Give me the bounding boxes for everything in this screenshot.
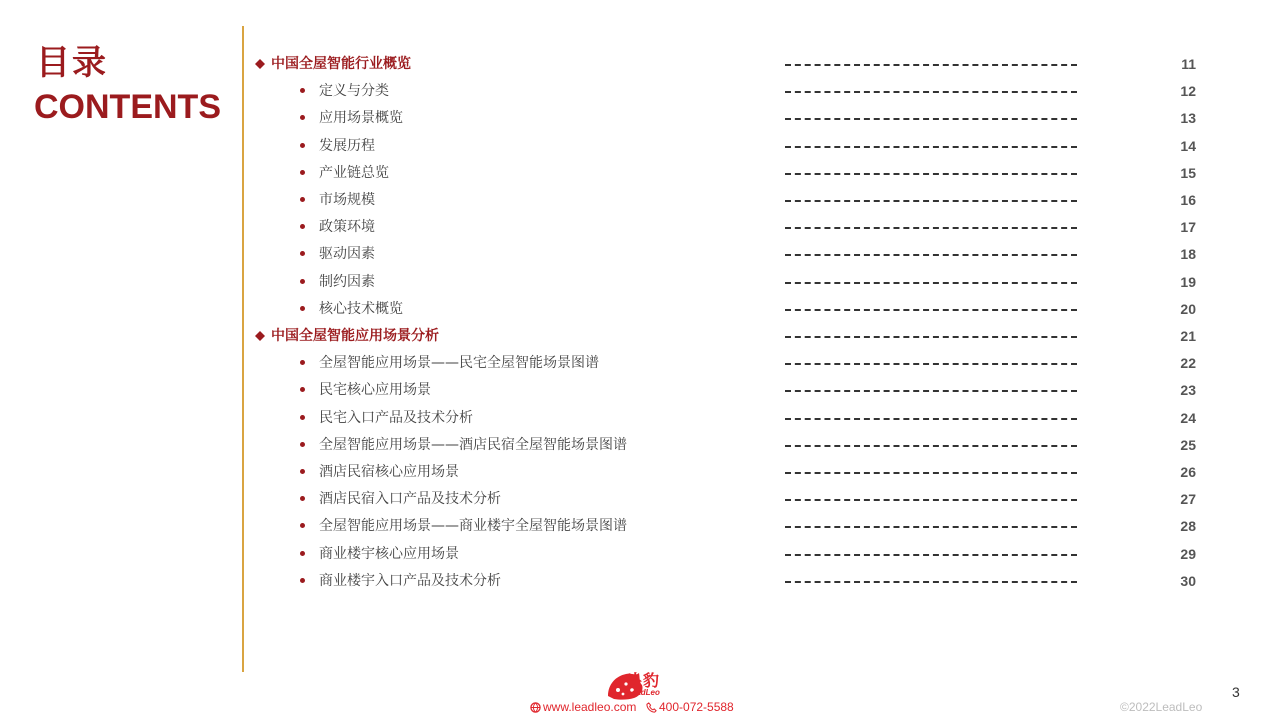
bullet-dot-icon (300, 170, 305, 175)
toc-section-row[interactable] (0, 326, 1280, 353)
toc-page-number: 27 (1180, 491, 1196, 508)
bullet-dot-icon (300, 306, 305, 311)
toc-section-row[interactable] (0, 54, 1280, 81)
bullet-dot-icon (300, 523, 305, 528)
bullet-dot-icon (300, 415, 305, 420)
toc-page-number: 17 (1180, 219, 1196, 236)
toc-section-title: 中国全屋智能行业概览 (271, 56, 411, 72)
dotted-leader (785, 336, 1077, 338)
toc-item-row[interactable] (0, 190, 1280, 217)
toc-page-number: 13 (1180, 110, 1196, 127)
dotted-leader (785, 282, 1077, 284)
toc-item-label: 民宅入口产品及技术分析 (319, 409, 473, 426)
dotted-leader (785, 499, 1077, 501)
toc-item-row[interactable] (0, 353, 1280, 380)
toc-item-label: 产业链总览 (319, 164, 389, 181)
toc-item-row[interactable] (0, 272, 1280, 299)
bullet-dot-icon (300, 469, 305, 474)
dotted-leader (785, 91, 1077, 93)
toc-page-number: 22 (1180, 355, 1196, 372)
toc-page-number: 23 (1180, 382, 1196, 399)
dotted-leader (785, 309, 1077, 311)
toc-section-title: 中国全屋智能应用场景分析 (271, 328, 439, 344)
diamond-bullet-icon (255, 331, 265, 341)
dotted-leader (785, 146, 1077, 148)
toc-page-number: 14 (1180, 137, 1196, 154)
dotted-leader (785, 472, 1077, 474)
bullet-dot-icon (300, 551, 305, 556)
toc-item-row[interactable] (0, 435, 1280, 462)
dotted-leader (785, 390, 1077, 392)
toc-page-number: 11 (1181, 56, 1196, 72)
toc-item-label: 核心技术概览 (319, 300, 403, 317)
toc-item-label: 商业楼宇核心应用场景 (319, 545, 459, 562)
toc-page-number: 25 (1180, 436, 1196, 453)
copyright-text: ©2022LeadLeo (1120, 700, 1203, 714)
dotted-leader (785, 418, 1077, 420)
page-title-chinese: 目录 (36, 43, 108, 83)
dotted-leader (785, 445, 1077, 447)
toc-page-number: 21 (1180, 328, 1196, 344)
globe-icon (530, 702, 541, 713)
toc-item-label: 制约因素 (319, 273, 375, 290)
toc-item-row[interactable] (0, 136, 1280, 163)
bullet-dot-icon (300, 387, 305, 392)
toc-item-row[interactable] (0, 462, 1280, 489)
toc-item-label: 市场规模 (319, 192, 375, 208)
toc-item-label: 商业楼宇入口产品及技术分析 (319, 572, 501, 589)
toc-page-number: 29 (1180, 545, 1196, 562)
toc-page-number: 28 (1180, 518, 1196, 535)
bullet-dot-icon (300, 251, 305, 256)
dotted-leader (785, 581, 1077, 583)
bullet-dot-icon (300, 143, 305, 148)
toc-page-number: 30 (1180, 572, 1196, 589)
toc-item-label: 民宅核心应用场景 (319, 382, 431, 399)
toc-item-label: 全屋智能应用场景——民宅全屋智能场景图谱 (319, 355, 599, 372)
dotted-leader (785, 173, 1077, 175)
toc-page-number: 26 (1180, 464, 1196, 480)
toc-page-number: 16 (1180, 192, 1196, 208)
toc-page-number: 15 (1180, 164, 1196, 181)
dotted-leader (785, 554, 1077, 556)
diamond-bullet-icon (255, 59, 265, 69)
bullet-dot-icon (300, 279, 305, 284)
bullet-dot-icon (300, 197, 305, 202)
toc-page-number: 19 (1180, 273, 1196, 290)
bullet-dot-icon (300, 496, 305, 501)
toc-page-number: 24 (1180, 409, 1196, 426)
website-text: www.leadleo.com (543, 700, 637, 714)
toc-page-number: 20 (1180, 300, 1196, 317)
toc-item-row[interactable] (0, 299, 1280, 326)
phone-text: 400-072-5588 (659, 700, 734, 714)
toc-item-row[interactable] (0, 81, 1280, 108)
toc-item-row[interactable] (0, 244, 1280, 271)
toc-item-row[interactable] (0, 380, 1280, 407)
toc-item-label: 政策环境 (319, 219, 375, 236)
bullet-dot-icon (300, 115, 305, 120)
toc-item-row[interactable] (0, 516, 1280, 543)
bullet-dot-icon (300, 442, 305, 447)
brand-name-chinese: 头豹 (626, 671, 661, 690)
toc-page-number: 12 (1180, 83, 1196, 100)
bullet-dot-icon (300, 578, 305, 583)
phone-number (646, 700, 734, 714)
toc-item-row[interactable] (0, 163, 1280, 190)
dotted-leader (785, 227, 1077, 229)
bullet-dot-icon (300, 360, 305, 365)
toc-item-row[interactable] (0, 544, 1280, 571)
brand-name-english: LeadLeo (627, 688, 660, 697)
phone-icon (646, 702, 657, 713)
toc-item-row[interactable] (0, 408, 1280, 435)
toc-item-label: 驱动因素 (319, 246, 375, 263)
dotted-leader (785, 200, 1077, 202)
dotted-leader (785, 526, 1077, 528)
dotted-leader (785, 363, 1077, 365)
toc-page-number: 18 (1180, 246, 1196, 263)
bullet-dot-icon (300, 224, 305, 229)
website-link[interactable] (530, 700, 636, 714)
dotted-leader (785, 118, 1077, 120)
toc-item-row[interactable] (0, 571, 1280, 598)
toc-item-label: 酒店民宿核心应用场景 (319, 464, 459, 480)
toc-item-label: 发展历程 (319, 137, 375, 154)
toc-item-row[interactable] (0, 108, 1280, 135)
toc-item-label: 全屋智能应用场景——酒店民宿全屋智能场景图谱 (319, 436, 627, 453)
slide-number: 3 (1232, 684, 1240, 700)
toc-item-label: 定义与分类 (319, 83, 389, 100)
bullet-dot-icon (300, 88, 305, 93)
toc-item-row[interactable] (0, 489, 1280, 516)
toc-item-label: 酒店民宿入口产品及技术分析 (319, 491, 501, 508)
dotted-leader (785, 254, 1077, 256)
toc-item-label: 应用场景概览 (319, 110, 403, 127)
toc-item-row[interactable] (0, 217, 1280, 244)
dotted-leader (785, 64, 1077, 66)
page-title-english: CONTENTS (34, 88, 221, 126)
toc-item-label: 全屋智能应用场景——商业楼宇全屋智能场景图谱 (319, 518, 627, 535)
